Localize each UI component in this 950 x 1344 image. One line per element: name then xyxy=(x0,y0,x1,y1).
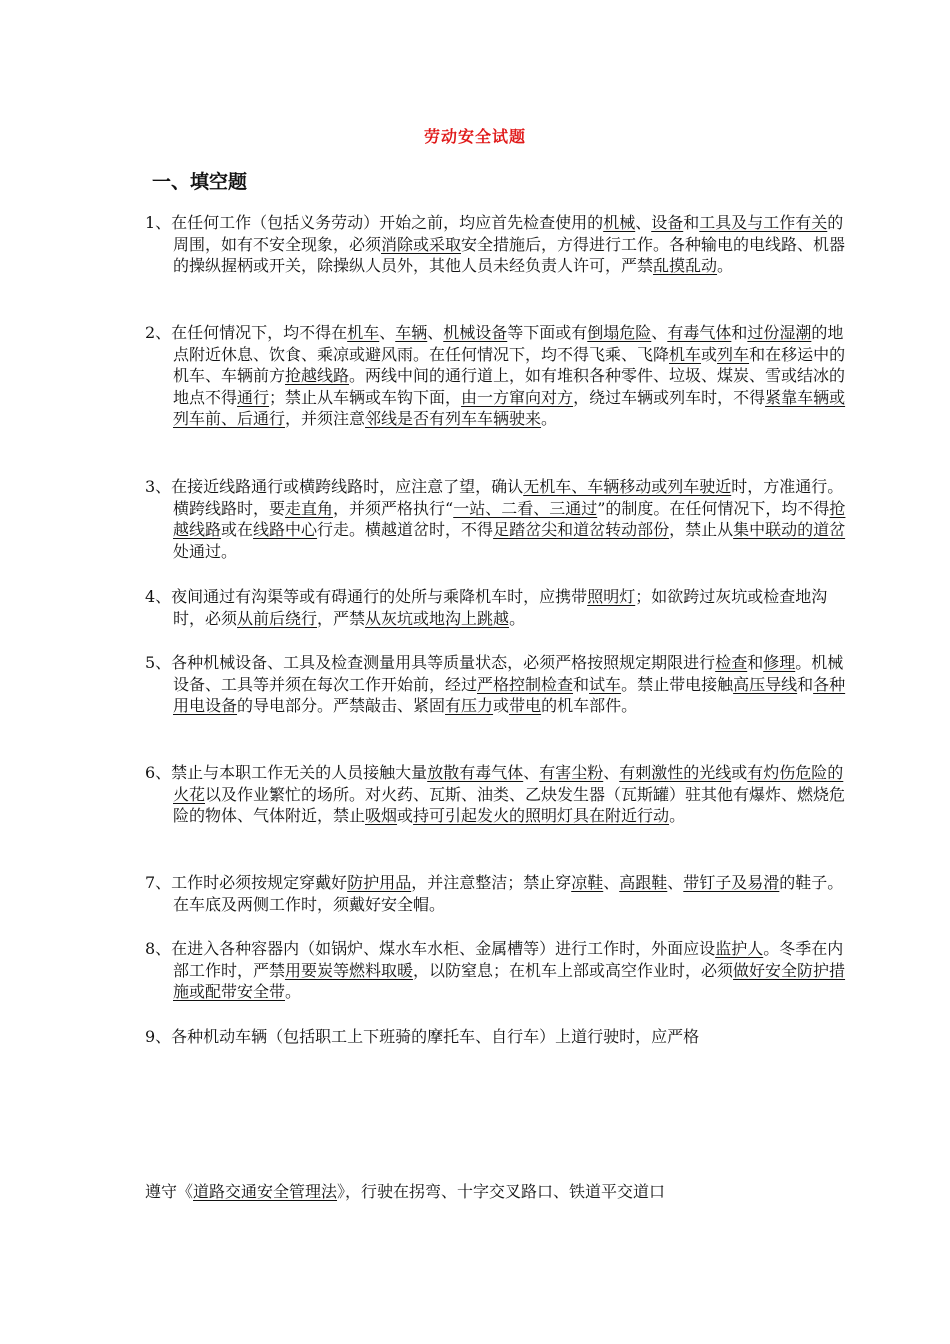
answer-blank: 机车 xyxy=(347,323,380,342)
question-text: 1、在任何工作（包括义务劳动）开始之前，均应首先检查使用的 xyxy=(145,213,604,232)
answer-blank: 有毒气体 xyxy=(667,323,732,342)
question-text: 。 xyxy=(541,409,558,428)
answer-blank: 足踏岔尖和道岔转动部份 xyxy=(493,520,670,539)
question-text: 安全措施后，方得进行工作。各种输电的电线路、机器的操纵握柄或开关，除操纵人员外，其他人员未经负责人许可，严禁 xyxy=(173,234,846,275)
question-text: 行走。横越道岔时，不得 xyxy=(317,520,494,539)
question-text: 。两线中间的通行道上，如有堆积各种零件、垃圾、煤炭、雪或结冰的地点不得 xyxy=(173,366,846,407)
answer-blank: 一站、二看、三通过 xyxy=(453,498,598,518)
answer-blank: 带钉子及易滑 xyxy=(683,873,780,892)
question-text: 的地点附近休息、饮食、乘凉或避风雨。在任何情况下，均不得飞乘、飞降 xyxy=(173,323,844,364)
answer-blank: 带电 xyxy=(509,696,542,715)
answer-blank: 高压导线 xyxy=(733,674,798,694)
answer-blank: 防护用品 xyxy=(347,873,412,892)
question-text: 8、在进入各种容器内（如锅炉、煤水车水柜、金属槽等）进行工作时，外面应设 xyxy=(145,939,716,958)
continuation-text xyxy=(145,1181,845,1203)
question-text: 时，方准通行。横跨线路时，要 xyxy=(173,477,844,518)
answer-blank: 紧靠车辆或列车前、后通行 xyxy=(173,387,846,428)
question-text: 5、各种机械设备、工具及检查测量用具等质量状态，必须严格按照规定期限进行 xyxy=(145,653,716,672)
answer-blank: 有灼伤危险的火花 xyxy=(173,763,844,804)
question-text: 6、禁止与本职工作无关的人员接触大量 xyxy=(145,763,428,782)
question-text: 2、在任何情况下，均不得在 xyxy=(145,323,348,342)
question-text: 、 xyxy=(379,323,396,342)
question-text: 或 xyxy=(493,696,510,715)
answer-blank: 凉鞋 xyxy=(571,873,604,892)
answer-blank: 设备 xyxy=(651,213,684,232)
question-text: 4、夜间通过有沟渠等或有碍通行的处所与乘降机车时，应携带 xyxy=(145,587,588,606)
question-text: 、 xyxy=(667,873,684,892)
question-text: 或 xyxy=(397,806,414,825)
answer-blank: 列车 xyxy=(717,344,750,364)
question-text: 。禁止带电接触 xyxy=(621,674,734,694)
answer-blank: 抢越线路 xyxy=(173,498,846,539)
answer-blank: 由一方窜向对方 xyxy=(461,387,574,407)
question-5 xyxy=(145,652,853,717)
question-8 xyxy=(145,938,853,1003)
question-text: 的导电部分。严禁敲击、紧固 xyxy=(237,696,446,715)
answer-blank: 放散有毒气体 xyxy=(427,763,524,782)
answer-blank: 无机车、车辆移动或列车驶近 xyxy=(523,477,732,496)
question-text: 》，行驶在拐弯、十字交叉路口、铁道平交道口 xyxy=(337,1182,666,1201)
question-text: ，并须注意 xyxy=(285,409,366,428)
answer-blank: 机械设备 xyxy=(443,323,508,342)
answer-blank: 机械 xyxy=(603,213,636,232)
question-7 xyxy=(145,872,853,915)
question-text: 。 xyxy=(509,608,526,628)
question-text: 或 xyxy=(701,344,718,364)
question-text: 。冬季在内部工作时，严禁 xyxy=(173,939,844,980)
question-text: 等下面或有 xyxy=(507,323,588,342)
question-text: 9、各种机动车辆（包括职工上下班骑的摩托车、自行车）上道行驶时，应严格 xyxy=(145,1027,700,1046)
answer-blank: 过份湿潮 xyxy=(747,323,812,342)
question-text: 或在 xyxy=(221,520,254,539)
answer-blank: 有压力 xyxy=(445,696,494,715)
answer-blank: 高跟鞋 xyxy=(619,873,668,892)
answer-blank: 照明灯 xyxy=(587,587,636,606)
answer-blank: 通行 xyxy=(237,387,270,407)
question-text: 、 xyxy=(427,323,444,342)
answer-blank: 道路交通安全管理法 xyxy=(193,1182,338,1201)
question-text: 7、工作时必须按规定穿戴好 xyxy=(145,873,348,892)
answer-blank: 做好安全防护措施或配带安全带 xyxy=(173,960,846,1001)
question-text: 或 xyxy=(731,763,748,782)
answer-blank: 严格控制检查 xyxy=(477,674,574,694)
question-text: ”的制度。在任何情况下，均不得 xyxy=(597,498,830,518)
answer-blank: 集中联动的道岔 xyxy=(733,520,846,539)
question-text: 、 xyxy=(603,763,620,782)
question-text: ，严禁 xyxy=(317,608,366,628)
answer-blank: 修理 xyxy=(763,653,796,672)
question-text: 。 xyxy=(669,806,686,825)
question-4 xyxy=(145,586,853,629)
question-6 xyxy=(145,762,853,827)
question-text: 3、在接近线路通行或横跨线路时，应注意了望，确认 xyxy=(145,477,524,496)
answer-blank: 从前后绕行 xyxy=(237,608,318,628)
document-title: 劳动安全试题 xyxy=(423,127,526,146)
question-text: 和 xyxy=(731,323,748,342)
answer-blank: 走直角 xyxy=(285,498,334,518)
question-text: 、 xyxy=(603,873,620,892)
answer-blank: 吸烟 xyxy=(365,806,398,825)
answer-blank: 车辆 xyxy=(395,323,428,342)
answer-blank: 各种用电设备 xyxy=(173,674,846,715)
question-text: ，并须严格执行“ xyxy=(333,498,454,518)
question-text: 、 xyxy=(651,323,668,342)
question-text: 。 xyxy=(717,256,734,275)
question-text: ；如欲跨过灰坑或检查地沟时，必须 xyxy=(173,587,828,628)
question-text: ；禁止从车辆或车钩下面， xyxy=(269,387,462,407)
question-text: 以及作业繁忙的场所。对火药、瓦斯、油类、乙炔发生器（瓦斯罐）驻其他有爆炸、燃烧危险的物体、气体附近，禁止 xyxy=(173,784,846,825)
answer-blank: 倒塌危险 xyxy=(587,323,652,342)
question-text: 的鞋子。在车底及两侧工作时，须戴好安全帽。 xyxy=(173,873,844,914)
question-text: ，以防窒息；在机车上部或高空作业时，必须 xyxy=(413,960,734,980)
question-text: 和在移运中的机车、车辆前方 xyxy=(173,344,846,385)
answer-blank: 从灰坑或地沟上跳越 xyxy=(365,608,510,628)
question-text: 和 xyxy=(797,674,814,694)
answer-blank: 邻线是否有列车车辆驶来 xyxy=(365,409,542,428)
question-1 xyxy=(145,212,853,277)
answer-blank: 持可引起发火的照明灯具在附近行动 xyxy=(413,806,670,825)
question-text: 和 xyxy=(573,674,590,694)
answer-blank: 工具及与工作有关 xyxy=(699,213,828,232)
question-text: ，绕过车辆或列车时，不得 xyxy=(573,387,766,407)
question-9 xyxy=(145,1026,853,1048)
answer-blank: 用要炭等燃料取暖 xyxy=(285,960,414,980)
answer-blank: 机车 xyxy=(669,344,702,364)
answer-blank: 检查 xyxy=(715,653,748,672)
question-text: 、 xyxy=(523,763,540,782)
question-3 xyxy=(145,476,853,562)
question-text: 、 xyxy=(635,213,652,232)
question-2 xyxy=(145,322,853,430)
answer-blank: 抢越线路 xyxy=(285,366,350,385)
answer-blank: 试车 xyxy=(589,674,622,694)
answer-blank: 乱摸乱动 xyxy=(653,256,718,275)
answer-blank: 线路中心 xyxy=(253,520,318,539)
answer-blank: 有刺激性的光线 xyxy=(619,763,732,782)
section-heading: 一、填空题 xyxy=(152,171,248,193)
question-text: 和 xyxy=(747,653,764,672)
question-text: 。机械设备、工具等并须在每次工作开始前，经过 xyxy=(173,653,844,694)
question-text: 和 xyxy=(683,213,700,232)
question-text: 的周围，如有不安全现象，必须 xyxy=(173,213,844,254)
question-text: ，并注意整洁；禁止穿 xyxy=(411,873,572,892)
question-text: 的机车部件。 xyxy=(541,696,638,715)
answer-blank: 有害尘粉 xyxy=(539,763,604,782)
answer-blank: 监护人 xyxy=(715,939,764,958)
answer-blank: 消除或采取 xyxy=(381,234,462,254)
question-text: 处通过。 xyxy=(173,541,238,561)
question-text: 。 xyxy=(285,982,302,1001)
question-text: ，禁止从 xyxy=(669,520,734,539)
question-text: 遵守《 xyxy=(145,1182,194,1201)
